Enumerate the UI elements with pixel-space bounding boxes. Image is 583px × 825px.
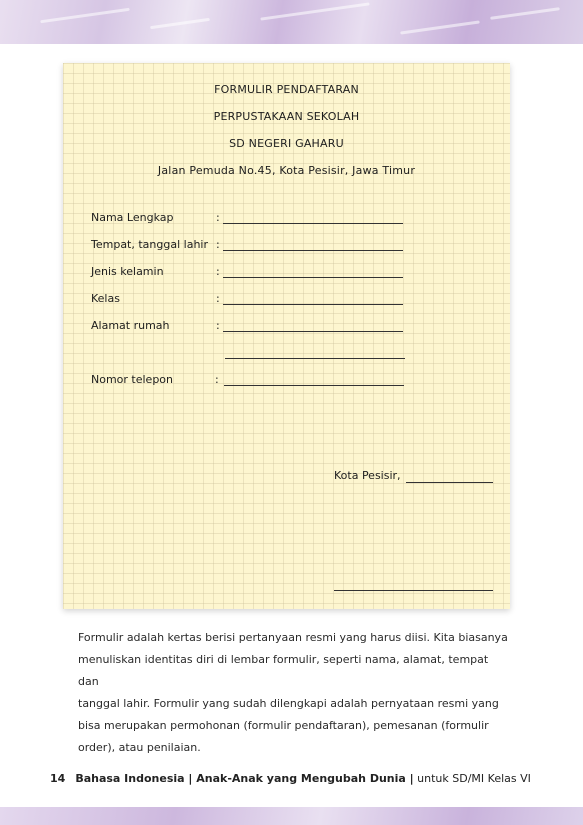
- class-blank-line[interactable]: [223, 304, 403, 305]
- explanation-paragraph: [78, 627, 510, 759]
- page-footer: [50, 772, 531, 785]
- field-colon: :: [216, 211, 220, 224]
- page-number: 14: [50, 772, 66, 785]
- field-colon: :: [216, 292, 220, 305]
- book-audience: untuk SD/MI Kelas VI: [413, 772, 531, 785]
- name-blank-line[interactable]: [223, 223, 403, 224]
- birth-blank-line[interactable]: [223, 250, 403, 251]
- top-decorative-banner: [0, 0, 583, 44]
- field-label-birth: Tempat, tanggal lahir: [91, 238, 208, 251]
- field-colon: :: [216, 265, 220, 278]
- signature-blank-line[interactable]: [334, 590, 493, 591]
- book-title: Bahasa Indonesia | Anak-Anak yang Mengubah Dunia |: [75, 772, 414, 785]
- field-colon: :: [216, 319, 220, 332]
- field-label-name: Nama Lengkap: [91, 211, 174, 224]
- field-colon: :: [216, 238, 220, 251]
- form-address: Jalan Pemuda No.45, Kota Pesisir, Jawa Timur: [157, 164, 416, 177]
- form-title: FORMULIR PENDAFTARAN: [214, 83, 359, 96]
- date-blank-line[interactable]: [406, 482, 493, 483]
- form-institution: PERPUSTAKAAN SEKOLAH: [213, 110, 360, 123]
- form-school: SD NEGERI GAHARU: [229, 137, 344, 150]
- field-label-phone: Nomor telepon: [91, 373, 174, 386]
- field-label-class: Kelas: [91, 292, 120, 305]
- address-blank-line-1[interactable]: [223, 331, 403, 332]
- phone-blank-line[interactable]: [224, 385, 404, 386]
- paragraph-line: order), atau penilaian.: [78, 741, 201, 754]
- field-label-gender: Jenis kelamin: [91, 265, 164, 278]
- field-colon: :: [215, 373, 219, 386]
- field-label-address: Alamat rumah: [91, 319, 170, 332]
- paragraph-line: tanggal lahir. Formulir yang sudah dilengkapi adalah pernyataan resmi yang: [78, 697, 499, 710]
- registration-form-card: [63, 63, 510, 609]
- bottom-decorative-banner: [0, 807, 583, 825]
- address-blank-line-2[interactable]: [225, 358, 405, 359]
- paragraph-line: menuliskan identitas diri di lembar formulir, seperti nama, alamat, tempat dan: [78, 653, 489, 688]
- city-label: Kota Pesisir,: [334, 469, 401, 482]
- paragraph-line: Formulir adalah kertas berisi pertanyaan resmi yang harus diisi. Kita biasanya: [78, 631, 508, 644]
- paragraph-line: bisa merupakan permohonan (formulir pendaftaran), pemesanan (formulir: [78, 719, 489, 732]
- gender-blank-line[interactable]: [223, 277, 403, 278]
